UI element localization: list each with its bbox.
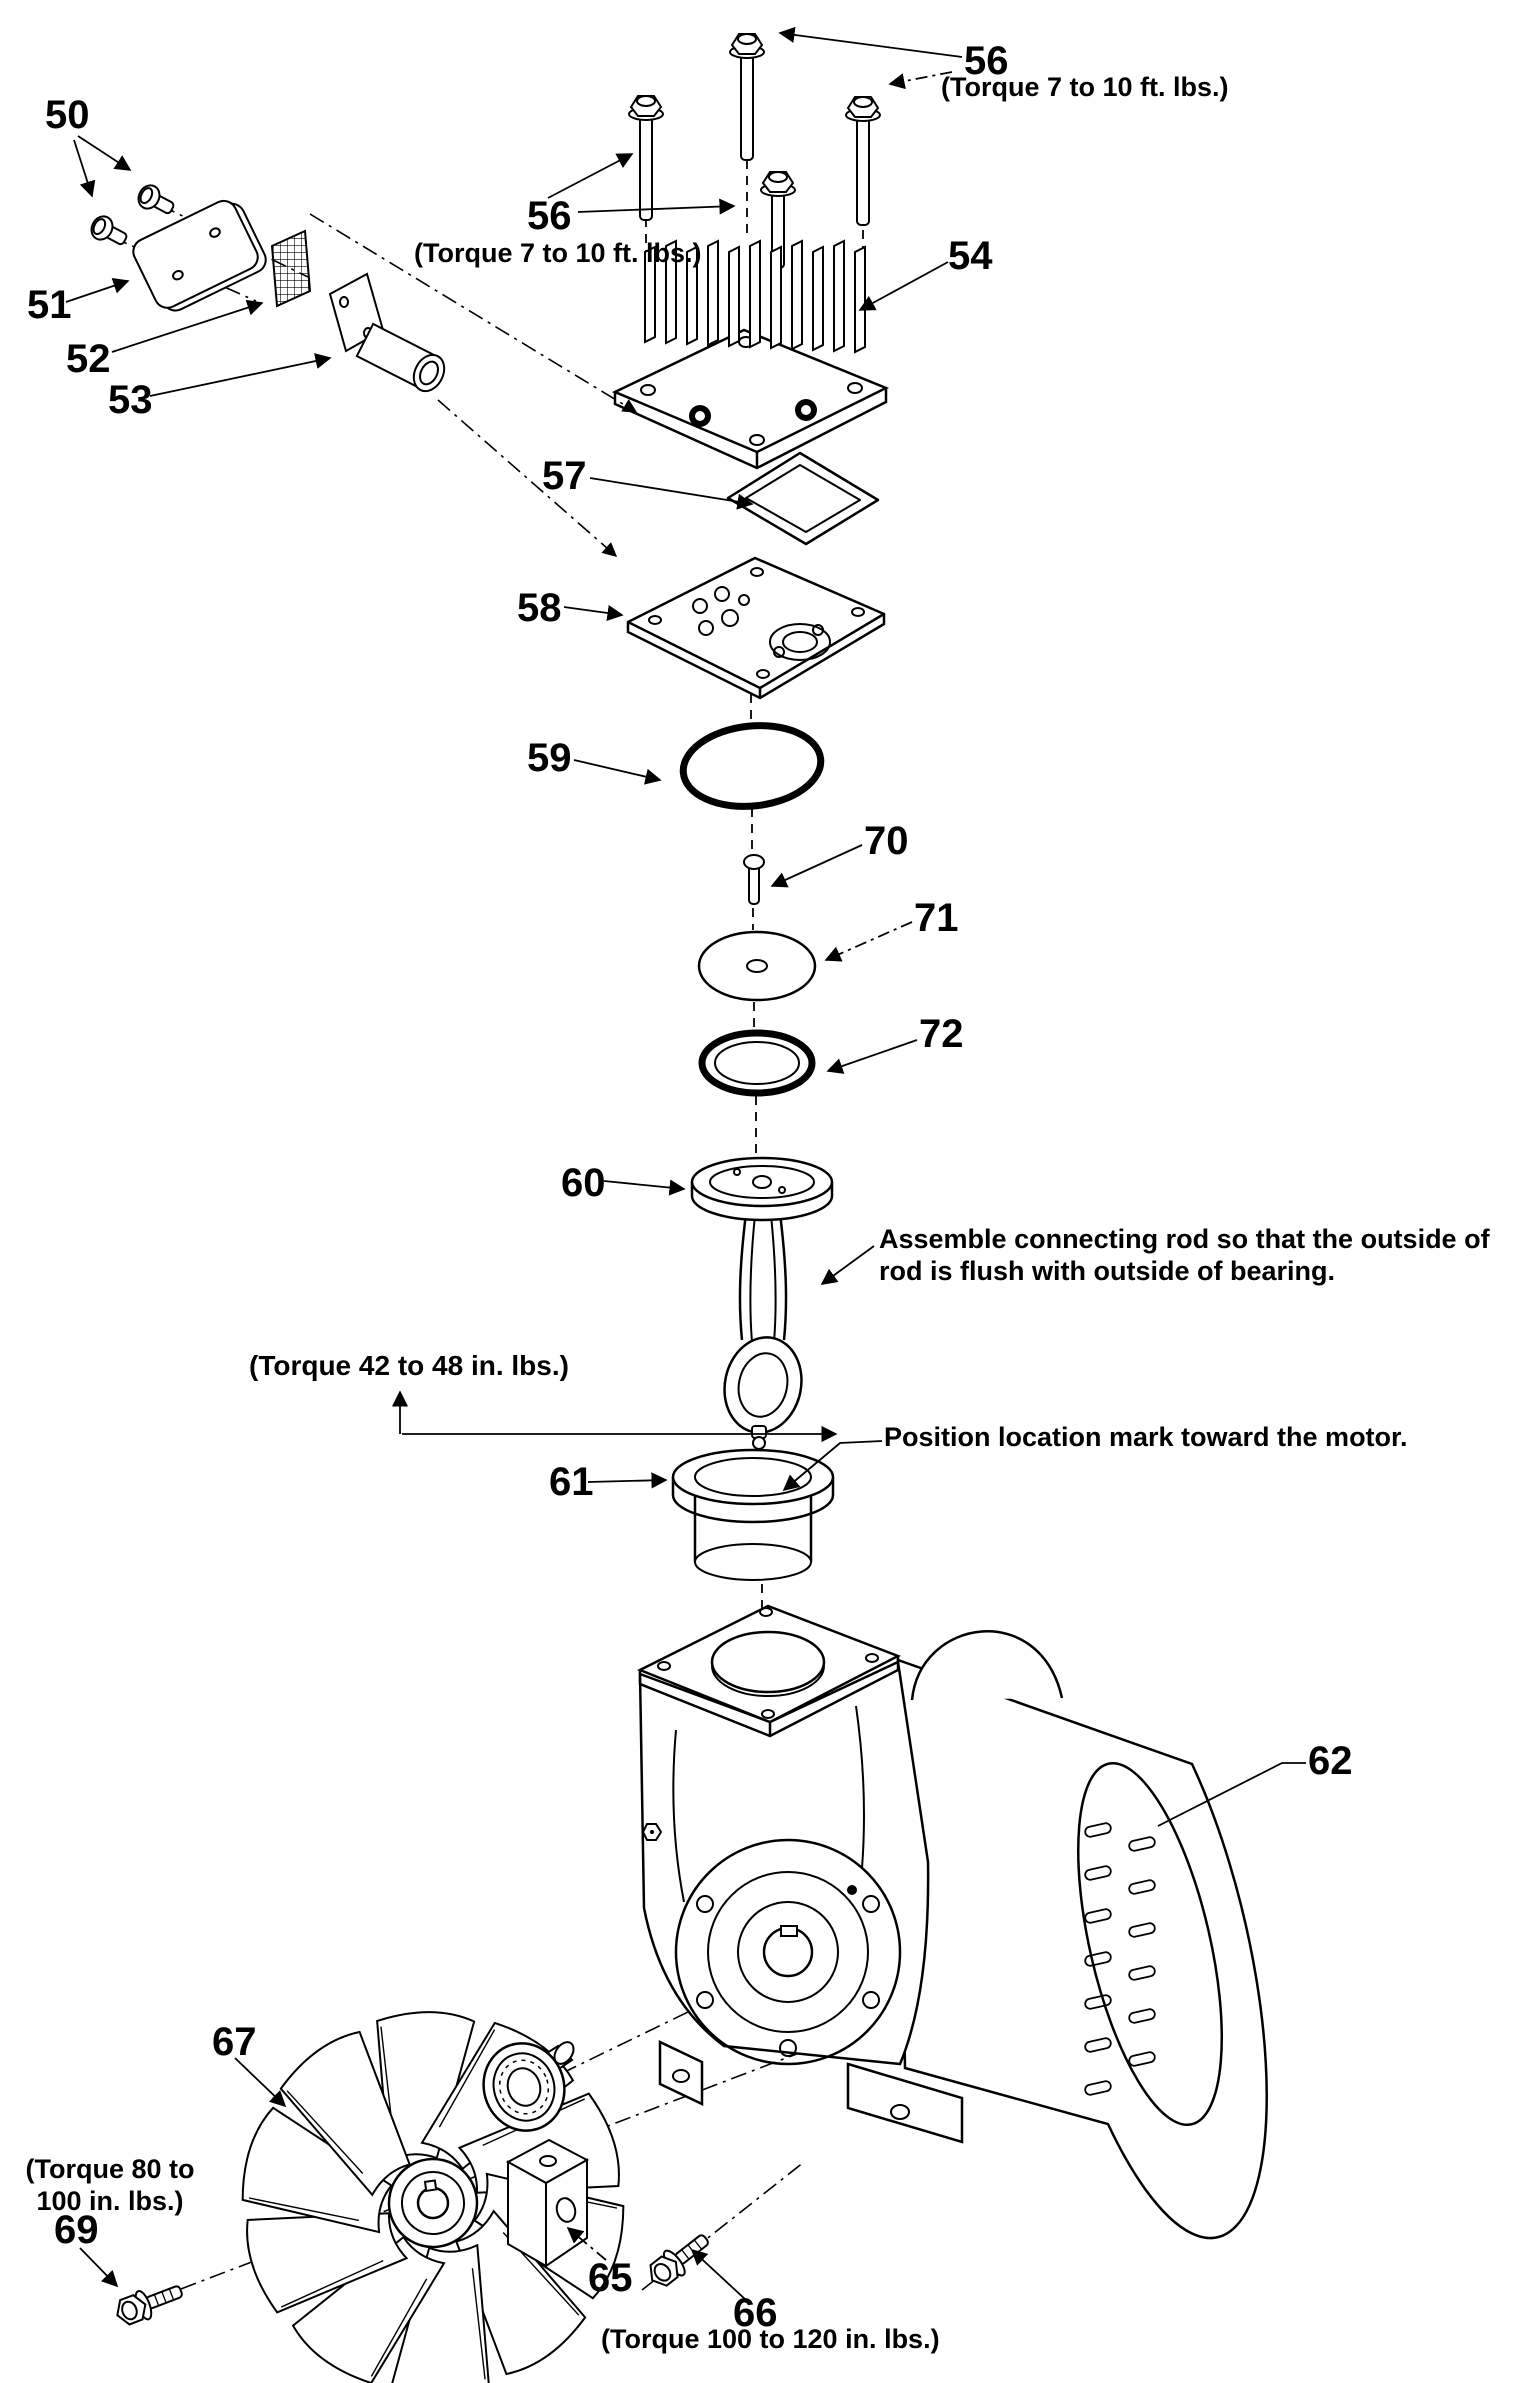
head-gasket-57 — [728, 453, 878, 544]
part-label-56-mid: 56 — [527, 194, 572, 238]
valve-plate-58 — [628, 558, 884, 698]
bearing-bracket-65 — [508, 2140, 587, 2266]
part-label-53: 53 — [108, 378, 153, 422]
part-label-51: 51 — [27, 283, 72, 327]
part-label-56-top: 56 — [964, 39, 1009, 83]
torque-note-crank-bolt: (Torque 100 to 120 in. lbs.) — [601, 2324, 940, 2354]
part-label-71: 71 — [914, 896, 959, 940]
motor-62 — [640, 1606, 1267, 2238]
rod-note-line2: rod is flush with outside of bearing. — [879, 1256, 1336, 1286]
part-label-59: 59 — [527, 736, 572, 780]
fan-bolt-69 — [112, 2277, 186, 2329]
torque-note-fan — [10, 2154, 210, 2218]
crank-bolt-66 — [643, 2227, 715, 2293]
filter-element-52 — [272, 231, 310, 306]
part-label-58: 58 — [517, 586, 562, 630]
torque-note-fan-line1: (Torque 80 to — [25, 2154, 195, 2184]
intake-body-53 — [330, 274, 450, 396]
o-ring-59 — [679, 719, 825, 813]
valve-pin-70 — [744, 855, 764, 904]
part-label-52: 52 — [66, 337, 111, 381]
part-label-61: 61 — [549, 1460, 594, 1504]
part-label-70: 70 — [864, 819, 909, 863]
part-label-50: 50 — [45, 93, 90, 137]
rod-note-line1: Assemble connecting rod so that the outside of — [879, 1224, 1490, 1254]
position-note: Position location mark toward the motor. — [884, 1422, 1408, 1452]
valve-disc-71 — [699, 932, 815, 1000]
o-ring-72 — [702, 1033, 812, 1093]
part-label-66: 66 — [733, 2291, 778, 2335]
part-label-54: 54 — [948, 234, 993, 278]
head-bolts-56 — [629, 34, 880, 268]
part-label-57: 57 — [542, 454, 587, 498]
torque-note-head-top: (Torque 7 to 10 ft. lbs.) — [941, 72, 1229, 102]
part-label-65: 65 — [588, 2256, 633, 2300]
part-label-69: 69 — [54, 2208, 99, 2252]
part-label-72: 72 — [919, 1012, 964, 1056]
cylinder-head-54 — [615, 241, 886, 468]
part-label-62: 62 — [1308, 1739, 1353, 1783]
fan-67 — [206, 1984, 660, 2383]
torque-note-head-mid: (Torque 7 to 10 ft. lbs.) — [414, 238, 702, 268]
piston-connecting-rod-60 — [692, 1158, 832, 1449]
torque-note-fan-line2: 100 in. lbs.) — [36, 2185, 184, 2216]
filter-cover-plate-51 — [129, 194, 270, 318]
torque-note-rod: (Torque 42 to 48 in. lbs.) — [249, 1350, 569, 1381]
part-label-60: 60 — [561, 1161, 606, 1205]
part-label-67: 67 — [212, 2020, 257, 2064]
